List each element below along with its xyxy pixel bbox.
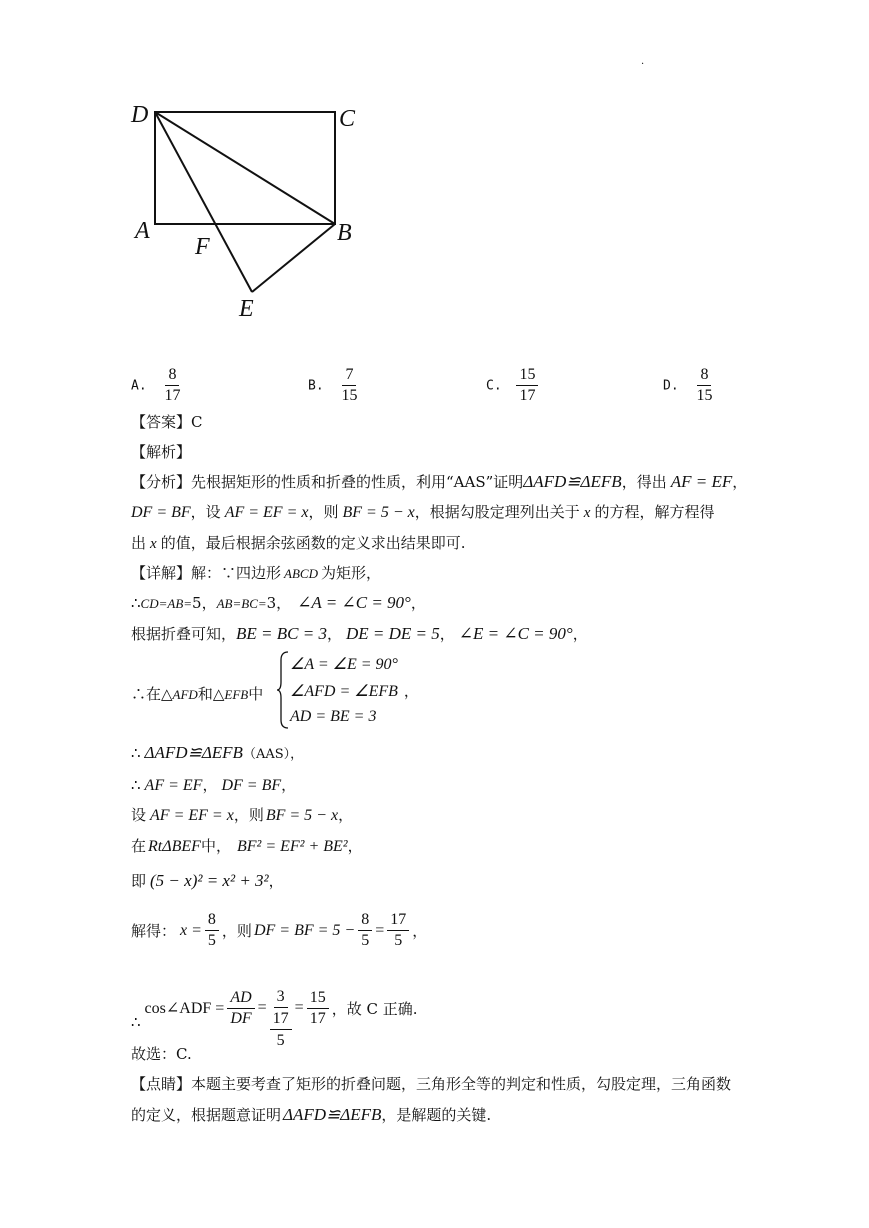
conclusion-equal-sides: ∴ AF = EF， DF = BF， (131, 776, 297, 794)
segment-de (155, 112, 252, 292)
solution-line: 解得： x = $\frac{8}{5}$ ，则 DF = BF = 5 − $\frac{8}{5}$ = $\frac{17}{5}$ ， (131, 911, 428, 949)
option-c: C. $\frac{15}{17}$ (486, 366, 541, 405)
cosine-line: ∴ cos∠ADF = $\frac{AD}{DF}$ = 3 17 5 = $\frac{15}{17}$ ，故 C 正确. (131, 988, 418, 1049)
option-a: A. $\frac{8}{17}$ (131, 366, 181, 404)
label-c: C (339, 106, 356, 132)
top-mark: . (641, 56, 645, 67)
equation-system (290, 652, 419, 730)
label-e: E (239, 296, 254, 322)
label-a: A (135, 218, 150, 244)
let-x-line: 设 AF = EF = x，则 BF = 5 − x， (131, 806, 354, 824)
choose-line: 故选：C. (131, 1045, 192, 1063)
answer-line: 【答案】C (131, 413, 203, 431)
label-d: D (131, 102, 149, 128)
segment-eb (252, 224, 335, 292)
equation-line: 即 (5 − x)² = x² + 3²， (131, 871, 284, 890)
analysis-heading: 【解析】 (131, 443, 192, 461)
system-eq-3: AD = BE = 3 (290, 708, 377, 725)
option-d: D. $\frac{8}{15}$ (663, 366, 713, 404)
option-b: B. $\frac{7}{15}$ (308, 366, 358, 404)
geometry-figure (125, 96, 375, 326)
system-eq-2: ∠AFD = ∠EFB ， (290, 682, 419, 700)
detail-line-2: ∴CD=AB=5，AB=BC=3， ∠A = ∠C = 90°， (131, 593, 426, 612)
diagonal-db (155, 112, 335, 224)
system-eq-1: ∠A = ∠E = 90° (290, 656, 398, 673)
comment-line-2: 的定义，根据题意证明 ΔAFD≌ΔEFB，是解题的关键. (131, 1105, 492, 1124)
analysis-line-1: 【分析】先根据矩形的性质和折叠的性质，利用“AAS”证明ΔAFD≌ΔEFB，得出 AF = EF， (131, 472, 748, 491)
analysis-line-2: DF = BF，设 AF = EF = x，则 BF = 5 − x，根据勾股定理列出关于 x 的方程，解方程得 (131, 503, 715, 521)
system-prefix: ∴在△AFD和△EFB中 (131, 685, 264, 703)
pythagoras-line: 在 RtΔBEF中， BF² = EF² + BE²， (131, 837, 363, 855)
left-brace (276, 650, 290, 730)
analysis-line-3: 出 x 的值，最后根据余弦函数的定义求出结果即可. (131, 534, 466, 552)
detail-line-1: 【详解】解：∵四边形 ABCD 为矩形， (131, 564, 381, 582)
label-f: F (195, 234, 210, 260)
comment-line-1: 【点睛】本题主要考查了矩形的折叠问题，三角形全等的判定和性质，勾股定理，三角函数 (131, 1075, 732, 1093)
label-b: B (337, 220, 352, 246)
conclusion-congruent: ∴ ΔAFD≌ΔEFB（AAS）， (131, 743, 304, 762)
detail-line-3: 根据折叠可知，BE = BC = 3， DE = DE = 5， ∠E = ∠C = 90°， (131, 624, 588, 643)
